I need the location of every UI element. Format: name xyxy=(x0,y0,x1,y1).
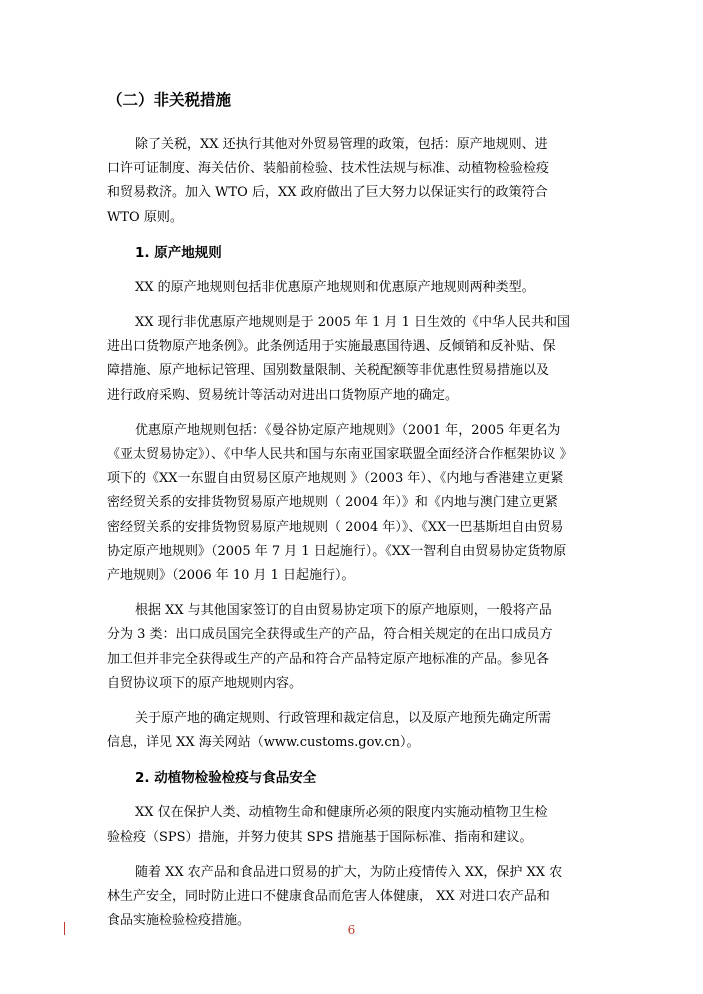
text-line: 食品实施检验检疫措施。 xyxy=(107,913,251,929)
text-line: 林生产安全，同时防止进口不健康食品而危害人体健康， XX 对进口农产品和 xyxy=(107,889,550,905)
text-line: 随着 XX 农产品和食品进口贸易的扩大，为防止疫情传入 XX，保护 XX 农 xyxy=(135,864,563,880)
text-line: 密经贸关系的安排货物贸易原产地规则（ 2004 年）》、《XX一巴基斯坦自由贸易 xyxy=(107,519,564,535)
text-line: XX 现行非优惠原产地规则是于 2005 年 1 月 1 日生效的《中华人民共和国 xyxy=(135,315,571,331)
text-line: 进出口货物原产地条例》。此条例适用于实施最惠国待遇、反倾销和反补贴、保 xyxy=(107,339,556,355)
paragraph xyxy=(107,311,597,408)
subsection-heading-sps: 2. 动植物检验检疫与食品安全 xyxy=(135,770,317,787)
text-line: 项下的《XX一东盟自由贸易区原产地规则 》（2003 年）、《内地与香港建立更紧 xyxy=(107,471,564,487)
text-line: 协定原产地规则》（2005 年 7 月 1 日起施行）。《XX一智利自由贸易协定货物原 xyxy=(107,543,567,559)
text-line: 关于原产地的确定规则、行政管理和裁定信息，以及原产地预先确定所需 xyxy=(135,711,552,727)
text-line: 密经贸关系的安排货物贸易原产地规则（ 2004 年）》和《内地与澳门建立更紧 xyxy=(107,495,558,511)
text-line: 口许可证制度、海关估价、装船前检验、技术性法规与标准、动植物检验检疫 xyxy=(107,161,550,177)
text-line: 信息，详见 XX 海关网站（www.customs.gov.cn）。 xyxy=(107,735,420,751)
text-line: 分为 3 类：出口成员国完全获得或生产的产品，符合相关规定的在出口成员方 xyxy=(107,627,553,643)
text-line: 优惠原产地规则包括：《曼谷协定原产地规则》（2001 年，2005 年更名为 xyxy=(135,422,561,438)
text-line: 进行政府采购、贸易统计等活动对进出口货物原产地的确定。 xyxy=(107,387,459,403)
text-line: XX 的原产地规则包括非优惠原产地规则和优惠原产地规则两种类型。 xyxy=(135,279,535,295)
text-line: 障措施、原产地标记管理、国别数量限制、关税配额等非优惠性贸易措施以及 xyxy=(107,363,550,379)
text-line: 除了关税，XX 还执行其他对外贸易管理的政策，包括：原产地规则、进 xyxy=(135,137,548,152)
subsection-heading-rules-of-origin: 1. 原产地规则 xyxy=(135,244,222,261)
text-line: 验检疫（SPS）措施，并努力使其 SPS 措施基于国际标准、指南和建议。 xyxy=(107,829,533,845)
paragraph xyxy=(107,801,597,849)
text-line: 产地规则》（2006 年 10 月 1 日起施行）。 xyxy=(107,568,355,584)
section-heading: （二）非关税措施 xyxy=(107,91,232,109)
text-line: 《亚太贸易协定》）、《中华人民共和国与东南亚国家联盟全面经济合作框架协议 》 xyxy=(107,447,573,463)
text-line: WTO 原则。 xyxy=(107,209,183,225)
page-number: 6 xyxy=(347,923,356,937)
paragraph xyxy=(107,276,597,300)
text-line: 根据 XX 与其他国家签订的自由贸易协定项下的原产地原则，一般将产品 xyxy=(135,603,552,619)
page-content xyxy=(107,88,597,944)
text-line: 自贸协议项下的原产地规则内容。 xyxy=(107,675,303,691)
text-line: XX 仅在保护人类、动植物生命和健康所必须的限度内实施动植物卫生检 xyxy=(135,805,548,821)
text-line: 和贸易救济。加入 WTO 后，XX 政府做出了巨大努力以保证实行的政策符合 xyxy=(107,185,548,201)
text-line: 加工但并非完全获得或生产的产品和符合产品特定原产地标准的产品。参见各 xyxy=(107,651,550,667)
paragraph xyxy=(107,707,597,755)
paragraph xyxy=(107,419,597,588)
intro-paragraph xyxy=(107,133,597,230)
paragraph xyxy=(107,599,597,696)
